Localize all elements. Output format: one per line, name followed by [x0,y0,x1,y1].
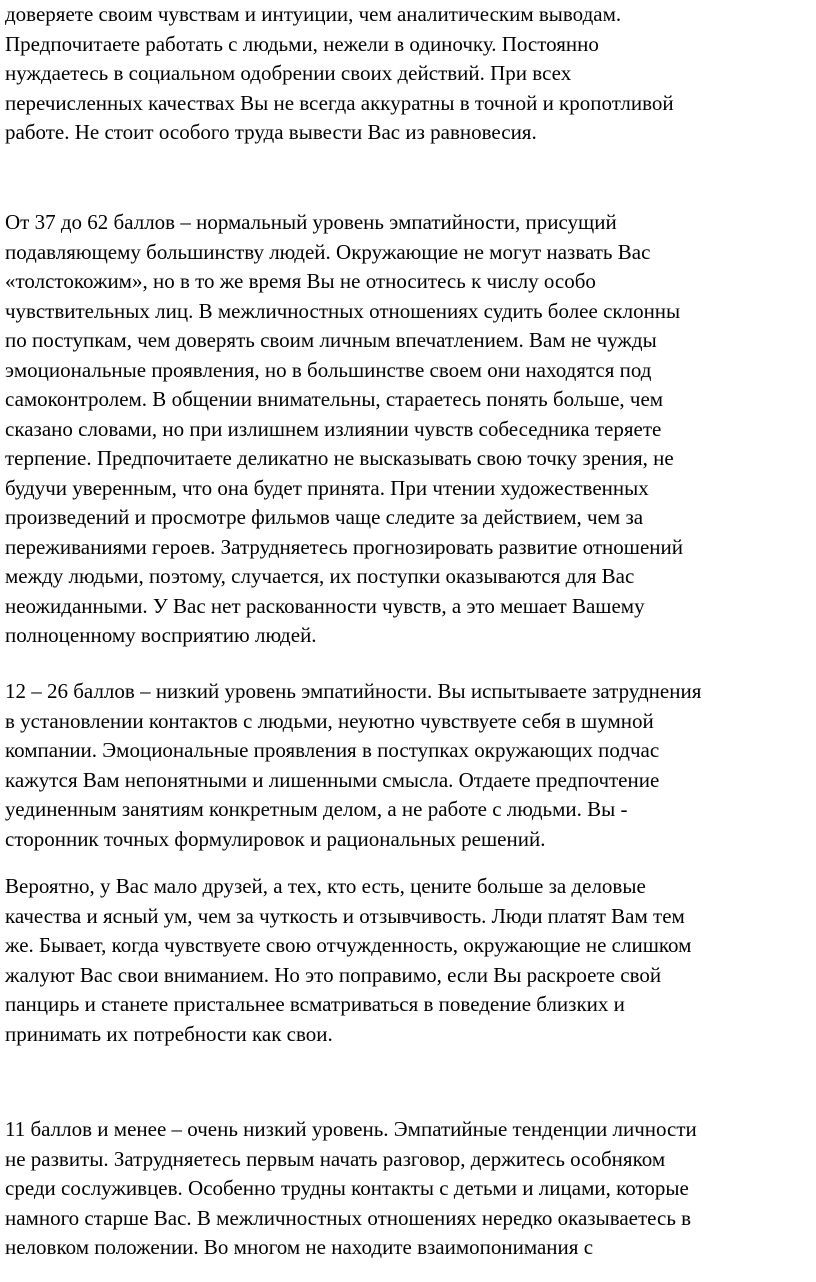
text-line: От 37 до 62 баллов – нормальный уровень эмпатийности, присущий [5,210,617,234]
text-line: полноценному восприятию людей. [5,623,317,647]
text-line: намного старше Вас. В межличностных отношениях нередко оказываетесь в [5,1205,692,1230]
paragraph-low-empathy-friends [5,872,691,1049]
text-line: будучи уверенным, что она будет принята. При чтении художественных [5,475,649,500]
text-line: неловком положении. Во многом не находите взаимопонимания с [5,1235,594,1259]
text-line: доверяете своим чувствам и интуиции, чем аналитическим выводам. [5,2,622,26]
paragraph-low-empathy [5,677,701,854]
paragraph-normal-empathy [5,208,683,651]
text-line: неожиданными. У Вас нет раскованности чувств, а это мешает Вашему [5,593,645,618]
text-line: Предпочитаете работать с людьми, нежели в одиночку. Постоянно [5,31,599,56]
text-line: работе. Не стоит особого труда вывести Вас из равновесия. [5,120,537,144]
text-line: терпение. Предпочитаете деликатно не высказывать свою точку зрения, не [5,446,674,470]
text-line: по поступкам, чем доверять своим личным впечатлением. Вам не чужды [5,328,657,352]
text-line: принимать их потребности как свои. [5,1021,333,1046]
text-line: подавляющему большинству людей. Окружающие не могут назвать Вас [5,239,651,264]
text-line: нуждаетесь в социальном одобрении своих действий. При всех [5,61,572,85]
text-line: качества и ясный ум, чем за чуткость и отзывчивость. Люди платят Вам тем [5,903,685,928]
text-line: переживаниями героев. Затрудняетесь прогнозировать развитие отношений [5,534,683,559]
text-line: эмоциональные проявления, но в большинстве своем они находятся под [5,357,652,382]
text-line: самоконтролем. В общении внимательны, стараетесь понять больше, чем [5,387,664,411]
text-line: компании. Эмоциональные проявления в поступках окружающих подчас [5,738,660,762]
text-line: сказано словами, но при излишнем излиянии чувств собеседника теряете [5,416,662,441]
text-line: чувствительных лиц. В межличностных отношениях судить более склонны [5,298,681,323]
text-line: перечисленных качествах Вы не всегда аккуратны в точной и кропотливой [5,90,674,115]
text-line: жалуют Вас свои вниманием. Но это поправимо, если Вы раскроете свой [5,962,662,987]
text-line: же. Бывает, когда чувствуете свою отчужденность, окружающие не слишком [5,933,692,957]
text-line: 12 – 26 баллов – низкий уровень эмпатийности. Вы испытываете затруднения [5,679,702,703]
text-line: уединенным занятиям конкретным делом, а не работе с людьми. Вы - [5,797,628,821]
text-line: среди сослуживцев. Особенно трудны контакты с детьми и лицами, которые [5,1176,689,1200]
text-line: «толстокожим», но в то же время Вы не относитесь к числу особо [5,269,596,293]
text-line: между людьми, поэтому, случается, их поступки оказываются для Вас [5,564,635,588]
text-line: не развиты. Затрудняетесь первым начать разговор, держитесь особняком [5,1146,666,1171]
text-line: сторонник точных формулировок и рациональных решений. [5,826,546,851]
text-line: в установлении контактов с людьми, неуютно чувствуете себя в шумной [5,708,654,733]
paragraph-very-low-empathy [5,1115,697,1263]
text-line: 11 баллов и менее – очень низкий уровень. Эмпатийные тенденции личности [5,1117,697,1141]
text-line: кажутся Вам непонятными и лишенными смысла. Отдаете предпочтение [5,767,660,792]
text-line: Вероятно, у Вас мало друзей, а тех, кто есть, цените больше за деловые [5,874,646,898]
paragraph-high-empathy-continuation [5,0,674,148]
text-line: панцирь и станете пристальнее всматриваться в поведение близких и [5,992,625,1016]
text-line: произведений и просмотре фильмов чаще следите за действием, чем за [5,505,644,529]
